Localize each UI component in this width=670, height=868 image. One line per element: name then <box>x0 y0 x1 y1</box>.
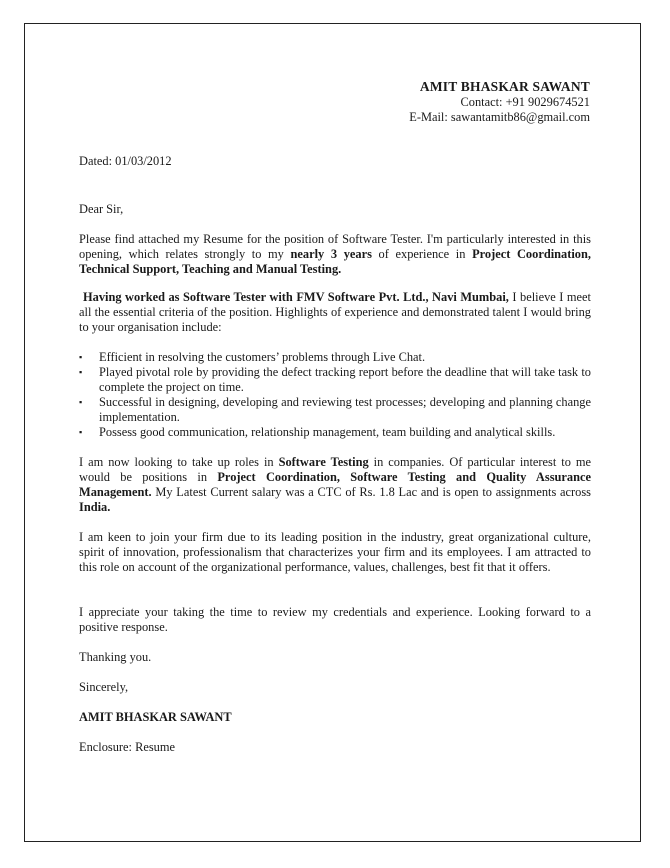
thanks-line: Thanking you. <box>79 650 152 664</box>
list-item-text: Possess good communication, relationship management, team building and analytical skills. <box>99 425 556 439</box>
bullet-icon <box>79 395 82 410</box>
goals-field: Software Testing <box>278 455 369 469</box>
sender-phone: Contact: +91 9029674521 <box>460 95 590 109</box>
list-item-text: Played pivotal role by providing the defect tracking report before the deadline that will take task to complete the project on time. <box>99 365 591 394</box>
paragraph-appreciation: I appreciate your taking the time to review my credentials and experience. Looking forward to a positive response. <box>79 605 591 634</box>
paragraph-motivation: I am keen to join your firm due to its leading position in the industry, great organizational culture, spirit of innovation, professionalism that characterizes your firm and its employees. I am attracted to this role on account of the organizational performance, values, challenges, best fit that it offers. <box>79 530 591 574</box>
list-item <box>79 425 591 440</box>
goals-text: I am now looking to take up roles in <box>79 455 279 469</box>
paragraph-intro <box>79 232 591 277</box>
closing-line: Sincerely, <box>79 680 129 694</box>
signature-name: AMIT BHASKAR SAWANT <box>79 710 232 724</box>
sender-email: E-Mail: sawantamitb86@gmail.com <box>409 110 590 124</box>
goals-positions: Project Coordination, Software Testing and Quality Assurance Management. <box>79 470 591 499</box>
enclosure-line: Enclosure: Resume <box>79 740 176 754</box>
salutation: Dear Sir, <box>79 202 124 216</box>
bullet-icon <box>79 350 82 365</box>
list-item-text: Successful in designing, developing and reviewing test processes; developing and planning change implementation. <box>99 395 591 424</box>
experience-text: I believe I meet all the essential criteria of the position. Highlights of experience and demonstrated talent I would bring to your organisation include: <box>79 290 592 334</box>
list-item-text: Efficient in resolving the customers’ problems through Live Chat. <box>99 350 426 364</box>
goals-text-2: in companies. Of particular interest to me would be positions in <box>79 455 592 484</box>
list-item <box>79 365 591 395</box>
sender-name: AMIT BHASKAR SAWANT <box>419 79 590 94</box>
highlights-list <box>79 350 591 440</box>
list-item <box>79 350 591 365</box>
intro-text-2: of experience in <box>371 247 473 261</box>
letter-header <box>409 79 590 125</box>
letter-date: Dated: 01/03/2012 <box>79 154 172 168</box>
intro-skills: Project Coordination, Technical Support, Teaching and Manual Testing. <box>79 247 591 276</box>
list-item <box>79 395 591 425</box>
intro-experience: nearly 3 years <box>290 247 372 261</box>
experience-highlight: Having worked as Software Tester with FMV Software Pvt. Ltd., Navi Mumbai, <box>83 290 509 304</box>
intro-text: Please find attached my Resume for the position of Software Tester. I'm particularly interested in this opening, which relates strongly to my <box>79 232 591 261</box>
paragraph-goals <box>79 455 591 515</box>
goals-location: India. <box>79 500 111 514</box>
bullet-icon <box>79 365 82 380</box>
paragraph-experience <box>79 290 591 335</box>
bullet-icon <box>79 425 82 440</box>
goals-salary: My Latest Current salary was a CTC of Rs. 1.8 Lac and is open to assignments across <box>151 485 591 499</box>
